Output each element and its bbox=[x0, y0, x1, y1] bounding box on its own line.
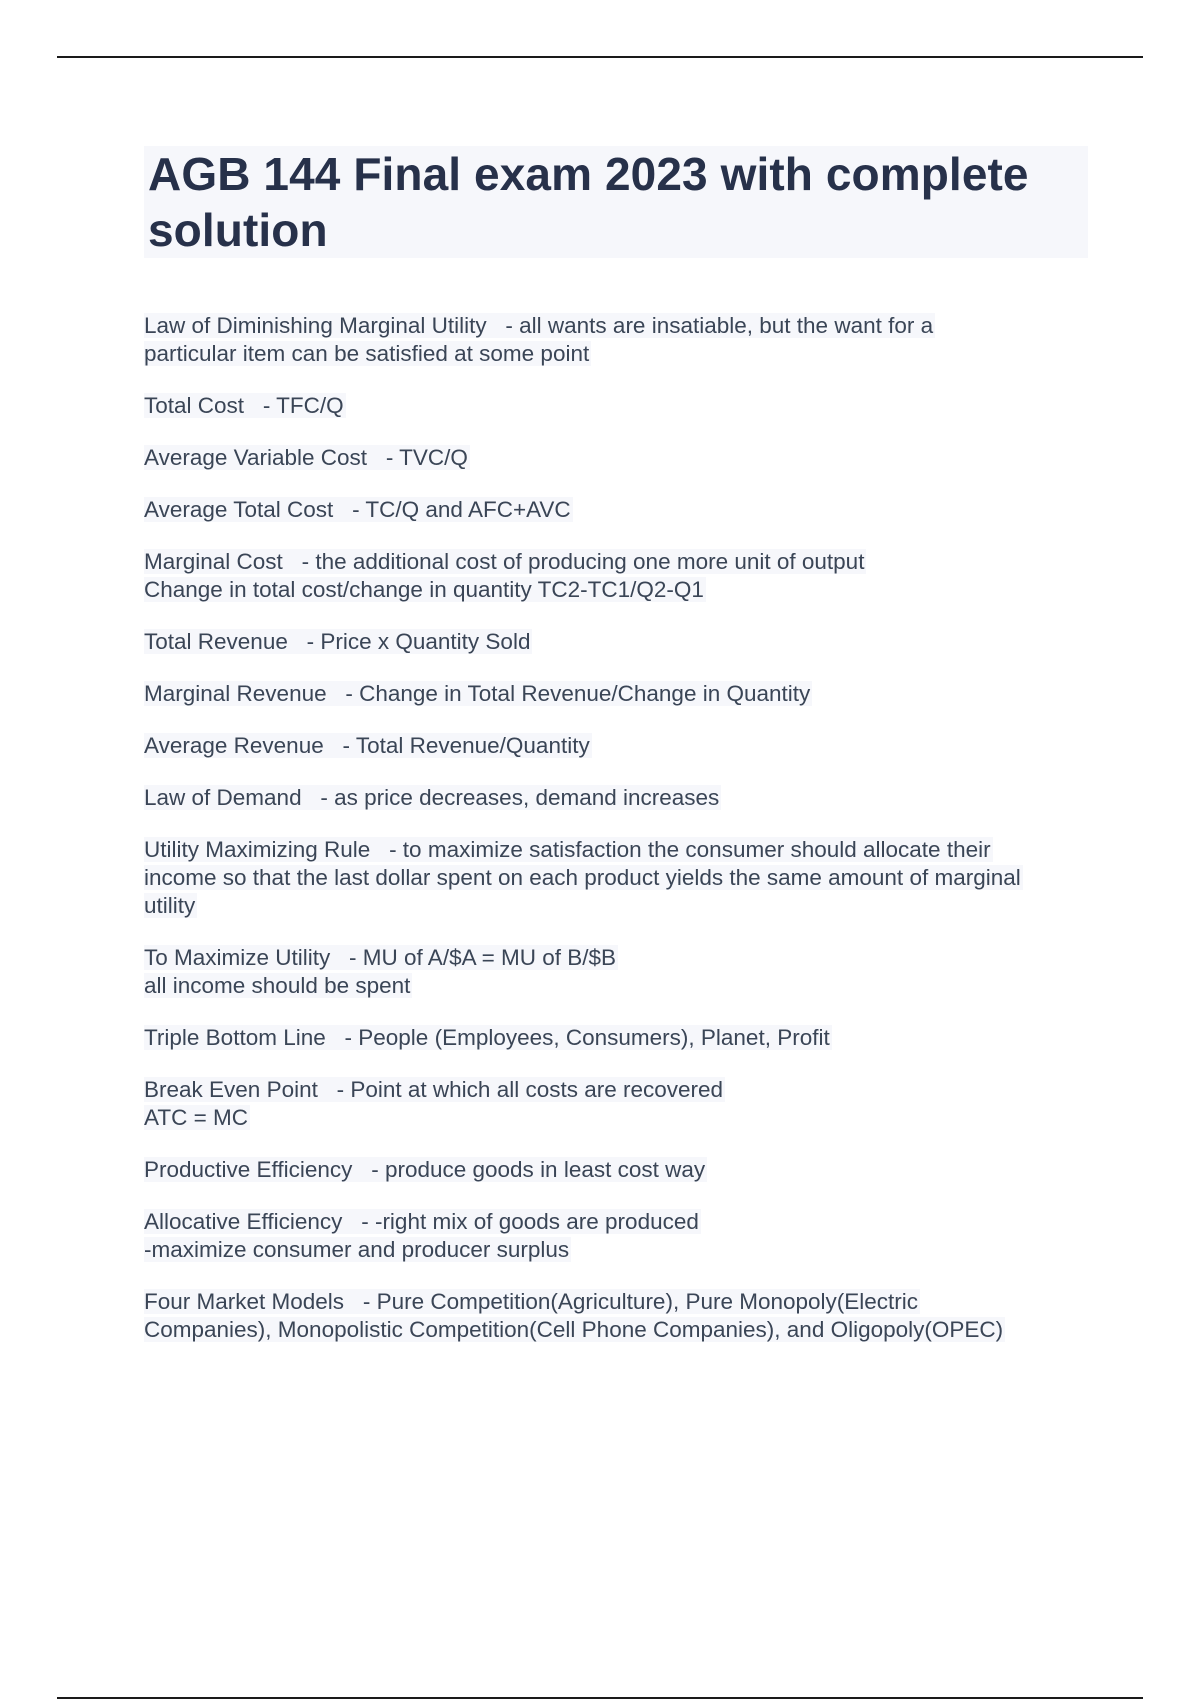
entry-list bbox=[144, 312, 1094, 1368]
entry-definition: - the additional cost of producing one more unit of output bbox=[301, 549, 865, 574]
entry-term: Average Revenue bbox=[144, 733, 324, 758]
entry-first-line bbox=[144, 1156, 1094, 1184]
entry-item bbox=[144, 496, 1094, 524]
entry-term: Law of Demand bbox=[144, 785, 302, 810]
entry-definition: income so that the last dollar spent on each product yields the same amount of marginal bbox=[144, 865, 1021, 890]
top-rule bbox=[57, 56, 1143, 58]
entry-definition: ATC = MC bbox=[144, 1105, 248, 1130]
entry-highlight bbox=[144, 1289, 920, 1314]
entry-item bbox=[144, 628, 1094, 656]
entry-term: Average Variable Cost bbox=[144, 445, 368, 470]
entry-definition: - TVC/Q bbox=[385, 445, 468, 470]
entry-highlight bbox=[144, 865, 1023, 890]
entry-first-line bbox=[144, 548, 1094, 576]
entry-definition: - Point at which all costs are recovered bbox=[336, 1077, 724, 1102]
entry-continuation-line bbox=[144, 1316, 1094, 1344]
entry-highlight bbox=[144, 1209, 701, 1234]
entry-highlight bbox=[144, 497, 573, 522]
entry-first-line bbox=[144, 496, 1094, 524]
entry-term: Average Total Cost bbox=[144, 497, 334, 522]
entry-highlight bbox=[144, 1157, 707, 1182]
entry-highlight bbox=[144, 445, 470, 470]
entry-item bbox=[144, 1024, 1094, 1052]
entry-definition: - TFC/Q bbox=[262, 393, 344, 418]
entry-continuation-line bbox=[144, 340, 1094, 368]
entry-first-line bbox=[144, 628, 1094, 656]
entry-term: Productive Efficiency bbox=[144, 1157, 353, 1182]
entry-definition: -maximize consumer and producer surplus bbox=[144, 1237, 570, 1262]
entry-definition: - Total Revenue/Quantity bbox=[342, 733, 590, 758]
entry-highlight bbox=[144, 681, 812, 706]
entry-definition: Companies), Monopolistic Competition(Cell Phone Companies), and Oligopoly(OPEC) bbox=[144, 1317, 1004, 1342]
entry-item bbox=[144, 680, 1094, 708]
entry-first-line bbox=[144, 1024, 1094, 1052]
entry-definition: - all wants are insatiable, but the want for a bbox=[505, 313, 934, 338]
entry-continuation-line bbox=[144, 1104, 1094, 1132]
entry-term: Total Cost bbox=[144, 393, 245, 418]
title-block bbox=[144, 146, 1088, 258]
entry-highlight bbox=[144, 1077, 725, 1102]
entry-first-line bbox=[144, 1288, 1094, 1316]
entry-highlight bbox=[144, 341, 591, 366]
entry-first-line bbox=[144, 836, 1094, 864]
entry-term: Allocative Efficiency bbox=[144, 1209, 343, 1234]
entry-highlight bbox=[144, 629, 532, 654]
entry-continuation-line bbox=[144, 1236, 1094, 1264]
entry-highlight bbox=[144, 549, 866, 574]
entry-item bbox=[144, 1076, 1094, 1132]
entry-definition: - Change in Total Revenue/Change in Quantity bbox=[345, 681, 811, 706]
entry-item bbox=[144, 944, 1094, 1000]
entry-highlight bbox=[144, 785, 721, 810]
entry-definition: - as price decreases, demand increases bbox=[320, 785, 720, 810]
entry-item bbox=[144, 392, 1094, 420]
entry-highlight bbox=[144, 837, 993, 862]
entry-highlight bbox=[144, 945, 618, 970]
entry-highlight bbox=[144, 577, 706, 602]
entry-first-line bbox=[144, 312, 1094, 340]
entry-definition: - Price x Quantity Sold bbox=[306, 629, 531, 654]
entry-item bbox=[144, 1288, 1094, 1344]
entry-highlight bbox=[144, 1317, 1005, 1342]
entry-item bbox=[144, 548, 1094, 604]
entry-item bbox=[144, 312, 1094, 368]
entry-definition: - TC/Q and AFC+AVC bbox=[352, 497, 571, 522]
entry-first-line bbox=[144, 680, 1094, 708]
entry-term: Triple Bottom Line bbox=[144, 1025, 326, 1050]
entry-definition: - People (Employees, Consumers), Planet, Profit bbox=[344, 1025, 830, 1050]
entry-term: Utility Maximizing Rule bbox=[144, 837, 371, 862]
entry-item bbox=[144, 784, 1094, 812]
entry-first-line bbox=[144, 444, 1094, 472]
entry-highlight bbox=[144, 1025, 832, 1050]
entry-first-line bbox=[144, 1076, 1094, 1104]
entry-definition: - -right mix of goods are produced bbox=[361, 1209, 699, 1234]
entry-item bbox=[144, 444, 1094, 472]
entry-term: Marginal Revenue bbox=[144, 681, 327, 706]
entry-first-line bbox=[144, 732, 1094, 760]
entry-definition: - produce goods in least cost way bbox=[371, 1157, 706, 1182]
entry-term: Marginal Cost bbox=[144, 549, 283, 574]
entry-continuation-line bbox=[144, 972, 1094, 1000]
entry-definition: Change in total cost/change in quantity TC2-TC1/Q2-Q1 bbox=[144, 577, 704, 602]
entry-highlight bbox=[144, 1105, 250, 1130]
entry-item bbox=[144, 732, 1094, 760]
entry-highlight bbox=[144, 893, 197, 918]
entry-item bbox=[144, 1156, 1094, 1184]
entry-term: To Maximize Utility bbox=[144, 945, 331, 970]
entry-term: Break Even Point bbox=[144, 1077, 318, 1102]
entry-continuation-line bbox=[144, 864, 1094, 892]
entry-definition: utility bbox=[144, 893, 196, 918]
entry-highlight bbox=[144, 733, 592, 758]
entry-definition: - MU of A/$A = MU of B/$B bbox=[349, 945, 617, 970]
entry-highlight bbox=[144, 313, 935, 338]
document-title: AGB 144 Final exam 2023 with complete solution bbox=[148, 148, 1029, 256]
entry-first-line bbox=[144, 1208, 1094, 1236]
entry-term: Law of Diminishing Marginal Utility bbox=[144, 313, 487, 338]
entry-first-line bbox=[144, 944, 1094, 972]
entry-item bbox=[144, 836, 1094, 920]
entry-definition: - Pure Competition(Agriculture), Pure Monopoly(Electric bbox=[362, 1289, 919, 1314]
entry-highlight bbox=[144, 1237, 571, 1262]
entry-term: Four Market Models bbox=[144, 1289, 345, 1314]
entry-item bbox=[144, 1208, 1094, 1264]
entry-highlight bbox=[144, 973, 412, 998]
entry-first-line bbox=[144, 392, 1094, 420]
bottom-rule bbox=[57, 1697, 1143, 1699]
entry-continuation-line bbox=[144, 892, 1094, 920]
entry-first-line bbox=[144, 784, 1094, 812]
entry-term: Total Revenue bbox=[144, 629, 288, 654]
entry-definition: - to maximize satisfaction the consumer should allocate their bbox=[389, 837, 991, 862]
entry-definition: all income should be spent bbox=[144, 973, 411, 998]
entry-continuation-line bbox=[144, 576, 1094, 604]
entry-highlight bbox=[144, 393, 346, 418]
entry-definition: particular item can be satisfied at some point bbox=[144, 341, 590, 366]
